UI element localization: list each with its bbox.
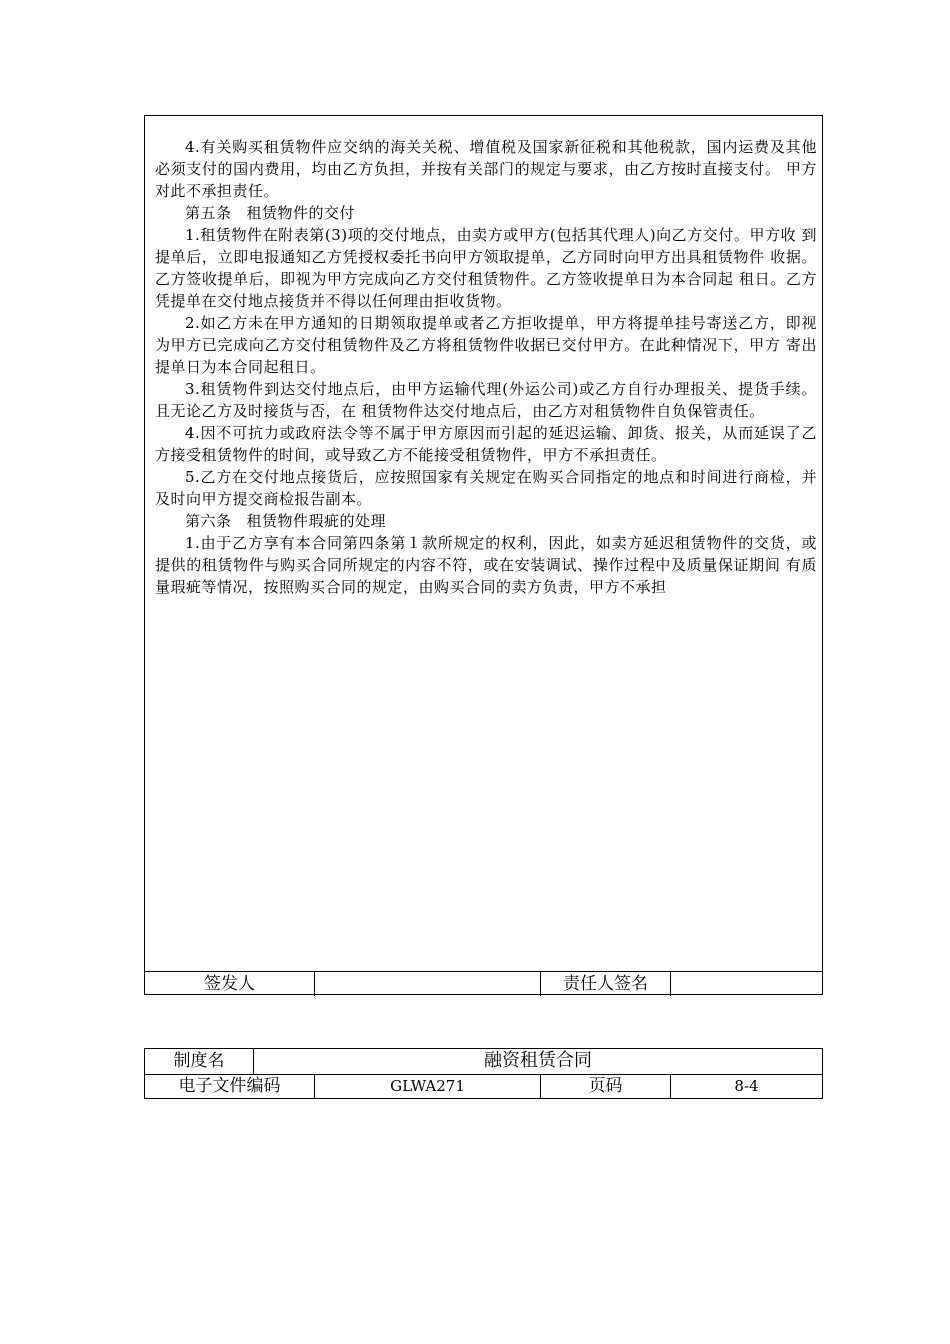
article-title: 租赁物件瑕疵的处理	[246, 512, 387, 530]
article-heading	[155, 202, 817, 224]
clause-paragraph: 4.有关购买租赁物件应交纳的海关关税、增值税及国家新征税和其他税款，国内运费及其他 必须支付的国内费用，均由乙方负担，并按有关部门的规定与要求，由乙方按时直接支付。 甲方对此不承担责任。	[155, 138, 817, 200]
clause-paragraph: 4.因不可抗力或政府法令等不属于甲方原因而引起的延迟运输、卸货、报关，从而延误了乙 方接受租赁物件的时间，或导致乙方不能接受租赁物件，甲方不承担责任。	[155, 424, 817, 464]
page-number-value: 8-4	[734, 1077, 759, 1095]
clause-paragraph: 3.租赁物件到达交付地点后，由甲方运输代理(外运公司)或乙方自行办理报关、提货手续。 且无论乙方及时接货与否，在 租赁物件达交付地点后，由乙方对租赁物件自负保管责任。	[155, 380, 817, 420]
article-title: 租赁物件的交付	[246, 204, 356, 222]
issuer-field[interactable]	[315, 972, 541, 996]
clause-paragraph: 5.乙方在交付地点接货后，应按照国家有关规定在购买合同指定的地点和时间进行商检，并 及时向甲方提交商检报告副本。	[155, 468, 817, 508]
responsible-signature-field[interactable]	[671, 972, 822, 996]
contract-text	[155, 136, 817, 598]
document-frame	[144, 115, 823, 995]
page-number-label: 页码	[541, 1075, 671, 1098]
article-number: 第五条	[185, 204, 232, 222]
article-number: 第六条	[185, 512, 232, 530]
system-name-value: 融资租赁合同	[484, 1050, 592, 1071]
issuer-label: 签发人	[145, 972, 315, 996]
clause-paragraph: 1.由于乙方享有本合同第四条第１款所规定的权利，因此，如卖方延迟租赁物件的交货，或 提供的租赁物件与购买合同所规定的内容不符，或在安装调试、操作过程中及质量保证期间 有质量瑕疵等情况，按照购买合同的规定，由购买合同的卖方负责，甲方不承担	[155, 534, 817, 596]
signature-row	[145, 971, 822, 996]
footer-table	[144, 1048, 823, 1099]
system-name-label: 制度名	[145, 1049, 254, 1074]
footer-row-name	[145, 1049, 822, 1074]
article-heading	[155, 510, 817, 532]
footer-row-code	[145, 1074, 822, 1098]
clause-paragraph: 2.如乙方未在甲方通知的日期领取提单或者乙方拒收提单，甲方将提单挂号寄送乙方，即视 为甲方已完成向乙方交付租赁物件及乙方将租赁物件收据已交付甲方。在此种情况下，甲方 寄出提单日为本合同起租日。	[155, 314, 817, 376]
file-code-label: 电子文件编码	[145, 1075, 315, 1098]
clause-paragraph: 1.租赁物件在附表第(3)项的交付地点，由卖方或甲方(包括其代理人)向乙方交付。甲方收 到提单后，立即电报通知乙方凭授权委托书向甲方领取提单，乙方同时向甲方出具租赁物件 收据。乙方签收提单后，即视为甲方完成向乙方交付租赁物件。乙方签收提单日为本合同起 租日。乙方凭提单在交付地点接货并不得以任何理由拒收货物。	[155, 226, 817, 310]
responsible-signature-label: 责任人签名	[541, 972, 671, 996]
file-code-value: GLWA271	[315, 1075, 541, 1098]
